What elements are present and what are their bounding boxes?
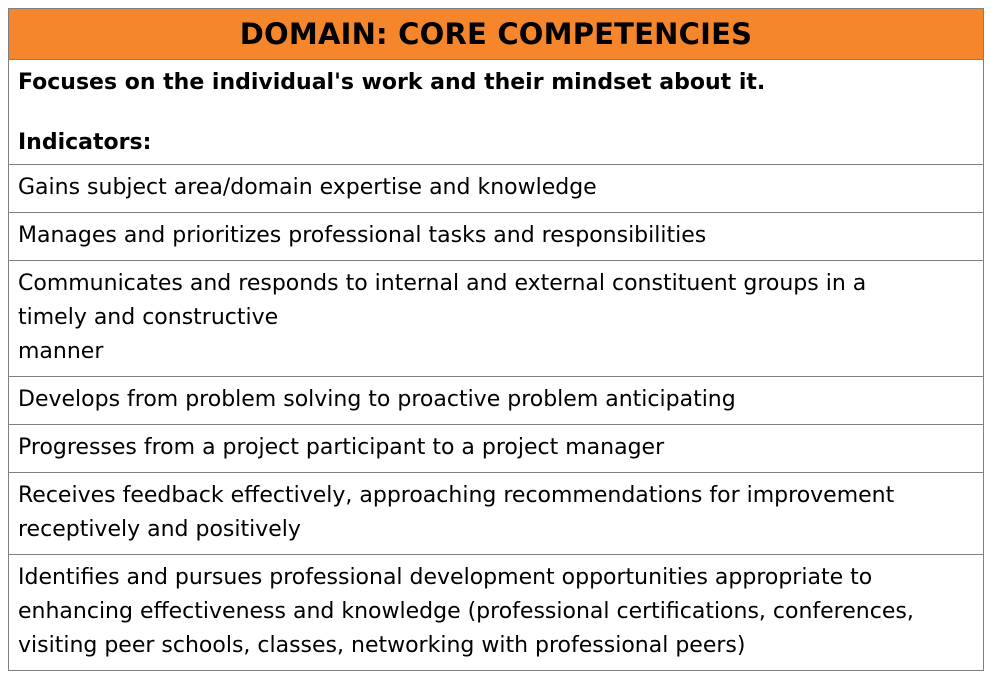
indicators-label: Indicators: <box>18 130 152 155</box>
domain-title: DOMAIN: CORE COMPETENCIES <box>239 17 753 51</box>
indicator-row-5: Progresses from a project participant to a project manager <box>9 425 983 473</box>
indicator-row-1: Gains subject area/domain expertise and knowledge <box>9 165 983 213</box>
core-competencies-table <box>8 8 984 671</box>
domain-intro-cell <box>9 60 983 165</box>
intro-spacer <box>18 98 974 128</box>
indicator-row-7: Identifies and pursues professional development opportunities appropriate to enhancing effectiveness and knowledge (professional certifications, conferences, visiting peer schools, classes, networking with professional peers) <box>18 565 914 658</box>
domain-title-header <box>9 9 983 60</box>
indicator-row-3: Communicates and responds to internal and external constituent groups in a timely and constructive manner <box>9 261 983 377</box>
focus-statement: Focuses on the individual's work and their mindset about it. <box>18 70 766 95</box>
indicator-row-2: Manages and prioritizes professional tasks and responsibilities <box>9 213 983 261</box>
indicator-row-4: Develops from problem solving to proactive problem anticipating <box>9 377 983 425</box>
indicator-row-6: Receives feedback effectively, approaching recommendations for improvement receptively and positively <box>9 473 983 555</box>
